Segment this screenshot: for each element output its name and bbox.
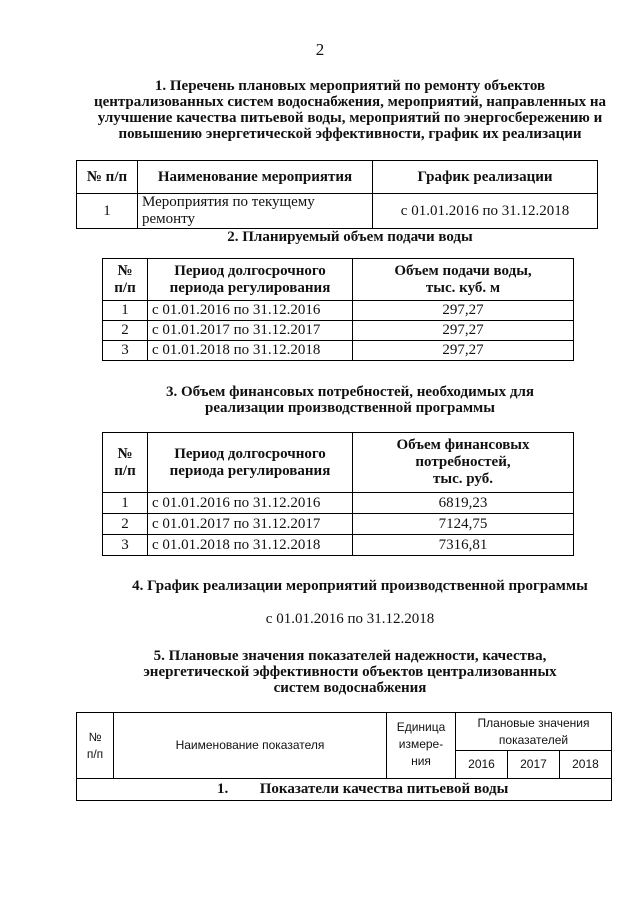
measures-table (76, 160, 598, 229)
cell-num: 2 (103, 514, 148, 535)
header-line: измере- (398, 737, 444, 751)
col-header-num (103, 433, 148, 493)
group-row (77, 779, 612, 801)
title-line: улучшение качества питьевой воды, мероприятий по энергосбережению и (97, 110, 603, 126)
table-row (103, 341, 574, 361)
title-line: централизованных систем водоснабжения, мероприятий, направленных на (93, 94, 607, 110)
col-header-num (77, 713, 114, 779)
header-line: Период долгосрочного (174, 445, 326, 462)
table-header-row (77, 713, 612, 751)
cell-num: 1 (103, 493, 148, 514)
header-line: Единица (396, 720, 446, 734)
col-header-period (148, 259, 353, 301)
table-header-row (77, 161, 598, 194)
cell-num: 3 (103, 341, 148, 361)
table-row (77, 194, 598, 229)
title-line: реализации производственной программы (205, 400, 495, 416)
cell-period: с 01.01.2016 по 31.12.2016 (148, 301, 353, 321)
water-volume-table (102, 258, 574, 361)
cell-num: 3 (103, 535, 148, 556)
section4-period: с 01.01.2016 по 31.12.2018 (265, 611, 435, 627)
col-header-num: № п/п (77, 161, 138, 194)
col-header-unit (387, 713, 456, 779)
cell-period: с 01.01.2018 по 31.12.2018 (148, 341, 353, 361)
col-header-year: 2016 (456, 751, 508, 779)
header-line: Плановые значения (477, 715, 590, 730)
header-line: п/п (114, 462, 136, 479)
financial-needs-table (102, 432, 574, 556)
header-line: п/п (86, 746, 104, 761)
col-header-volume (353, 259, 574, 301)
section4-title: 4. График реализации мероприятий производственной программы (132, 578, 588, 594)
header-line: № (88, 729, 102, 744)
header-line: Период долгосрочного (174, 262, 326, 279)
title-line: повышению энергетической эффективности, график их реализации (118, 126, 582, 142)
header-line: № (117, 445, 133, 462)
header-line: Объем подачи воды, (394, 262, 532, 279)
section2-title: 2. Планируемый объем подачи воды (227, 229, 473, 245)
page-number: 2 (315, 40, 325, 59)
cell-num: 1 (103, 301, 148, 321)
group-row-label (77, 779, 612, 801)
col-header-planned (456, 713, 612, 751)
col-header-financial (353, 433, 574, 493)
table-row (103, 493, 574, 514)
header-line: № (117, 262, 133, 279)
header-line: ния (411, 754, 431, 768)
cell-volume: 297,27 (353, 301, 574, 321)
cell-period: с 01.01.2018 по 31.12.2018 (148, 535, 353, 556)
header-line: потребностей, (415, 454, 511, 470)
header-line: тыс. руб. (433, 471, 493, 487)
section3-title (0, 384, 640, 416)
group-label: Показатели качества питьевой воды (259, 781, 509, 797)
cell-amount: 6819,23 (353, 493, 574, 514)
section1-title (0, 78, 640, 142)
col-header-schedule: График реализации (373, 161, 598, 194)
title-line: систем водоснабжения (273, 680, 427, 696)
col-header-period (148, 433, 353, 493)
cell-amount: 7316,81 (353, 535, 574, 556)
header-line: тыс. куб. м (425, 279, 501, 296)
col-header-indicator: Наименование показателя (114, 713, 387, 779)
title-line: 5. Плановые значения показателей надежности, качества, (153, 648, 547, 664)
header-line: Объем финансовых (396, 437, 530, 453)
header-line: показателей (498, 732, 569, 747)
cell-num: 1 (77, 194, 138, 229)
group-number: 1. (217, 781, 229, 797)
table-header-row (103, 259, 574, 301)
table-row (103, 535, 574, 556)
table-row (103, 321, 574, 341)
table-row (103, 514, 574, 535)
cell-period: с 01.01.2016 по 31.12.2016 (148, 493, 353, 514)
table-row (103, 301, 574, 321)
title-line: энергетической эффективности объектов централизованных (143, 664, 557, 680)
title-line: 1. Перечень плановых мероприятий по ремонту объектов (154, 78, 546, 94)
cell-schedule: с 01.01.2016 по 31.12.2018 (373, 194, 598, 229)
indicators-table (76, 712, 612, 801)
header-line: периода регулирования (169, 279, 331, 296)
col-header-name: Наименование мероприятия (138, 161, 373, 194)
cell-name: Мероприятия по текущему ремонту (138, 194, 373, 229)
cell-amount: 7124,75 (353, 514, 574, 535)
cell-num: 2 (103, 321, 148, 341)
col-header-year: 2018 (559, 751, 611, 779)
cell-volume: 297,27 (353, 321, 574, 341)
header-line: периода регулирования (169, 462, 331, 479)
col-header-year: 2017 (507, 751, 559, 779)
title-line: 3. Объем финансовых потребностей, необходимых для (165, 384, 535, 400)
cell-period: с 01.01.2017 по 31.12.2017 (148, 514, 353, 535)
table-header-row (103, 433, 574, 493)
col-header-num (103, 259, 148, 301)
cell-volume: 297,27 (353, 341, 574, 361)
header-line: п/п (114, 279, 136, 296)
cell-period: с 01.01.2017 по 31.12.2017 (148, 321, 353, 341)
section5-title (0, 648, 640, 696)
